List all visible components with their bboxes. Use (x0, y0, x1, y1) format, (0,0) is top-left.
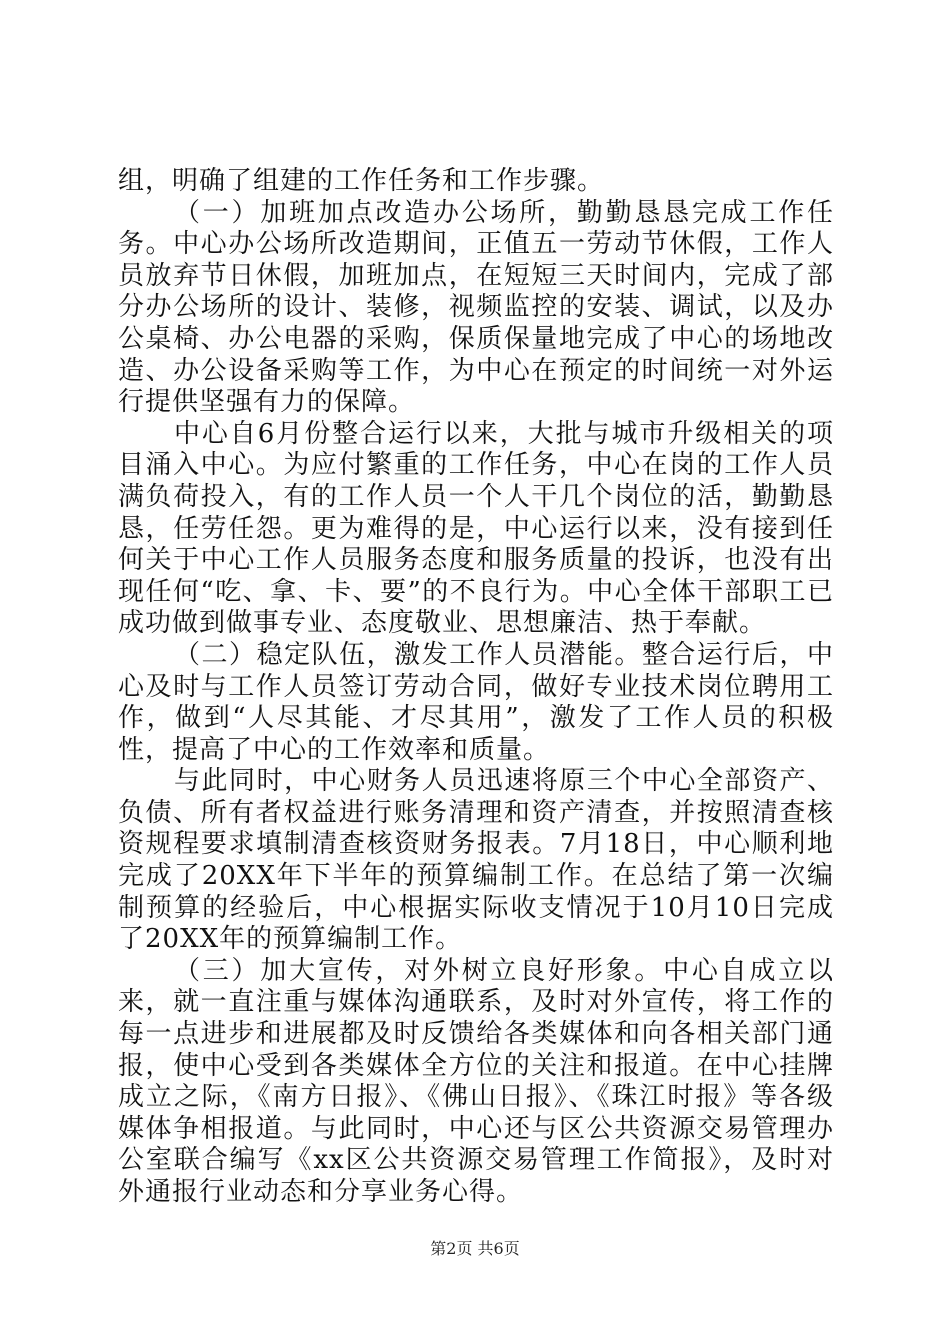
page-number-footer: 第2页 共6页 (430, 1239, 520, 1258)
paragraph-section-three: （三）加大宣传，对外树立良好形象。中心自成立以来，就一直注重与媒体沟通联系，及时对外宣传，将工作的每一点进步和进展都及时反馈给各类媒体和向各相关部门通报，使中心受到各类媒体全方位的关注和报道。在中心挂牌成立之际，《南方日报》、《佛山日报》、《珠江时报》等各级媒体争相报道。与此同时，中心还与区公共资源交易管理办公室联合编写《xx区公共资源交易管理工作简报》，及时对外通报行业动态和分享业务心得。 (118, 955, 834, 1207)
document-body (118, 166, 834, 1209)
paragraph-finance: 与此同时，中心财务人员迅速将原三个中心全部资产、负债、所有者权益进行账务清理和资产清查，并按照清查核资规程要求填制清查核资财务报表。7月18日，中心顺利地完成了20XX年下半年的预算编制工作。在总结了第一次编制预算的经验后，中心根据实际收支情况于10月10日完成了20XX年的预算编制工作。 (118, 766, 834, 955)
paragraph-section-one: （一）加班加点改造办公场所，勤勤恳恳完成工作任务。中心办公场所改造期间，正值五一劳动节休假，工作人员放弃节日休假，加班加点，在短短三天时间内，完成了部分办公场所的设计、装修，视频监控的安装、调试，以及办公桌椅、办公电器的采购，保质保量地完成了中心的场地改造、办公设备采购等工作，为中心在预定的时间统一对外运行提供坚强有力的保障。 (118, 197, 834, 418)
paragraph-workload: 中心自6月份整合运行以来，大批与城市升级相关的项目涌入中心。为应付繁重的工作任务，中心在岗的工作人员满负荷投入，有的工作人员一个人干几个岗位的活，勤勤恳恳，任劳任怨。更为难得的是，中心运行以来，没有接到任何关于中心工作人员服务态度和服务质量的投诉，也没有出现任何“吃、拿、卡、要”的不良行为。中心全体干部职工已成功做到做事专业、态度敬业、思想廉洁、热于奉献。 (118, 418, 834, 639)
paragraph-section-two: （二）稳定队伍，激发工作人员潜能。整合运行后，中心及时与工作人员签订劳动合同，做好专业技术岗位聘用工作，做到“人尽其能、才尽其用”，激发了工作人员的积极性，提高了中心的工作效率和质量。 (118, 639, 834, 765)
paragraph-continuation: 组，明确了组建的工作任务和工作步骤。 (118, 166, 605, 196)
